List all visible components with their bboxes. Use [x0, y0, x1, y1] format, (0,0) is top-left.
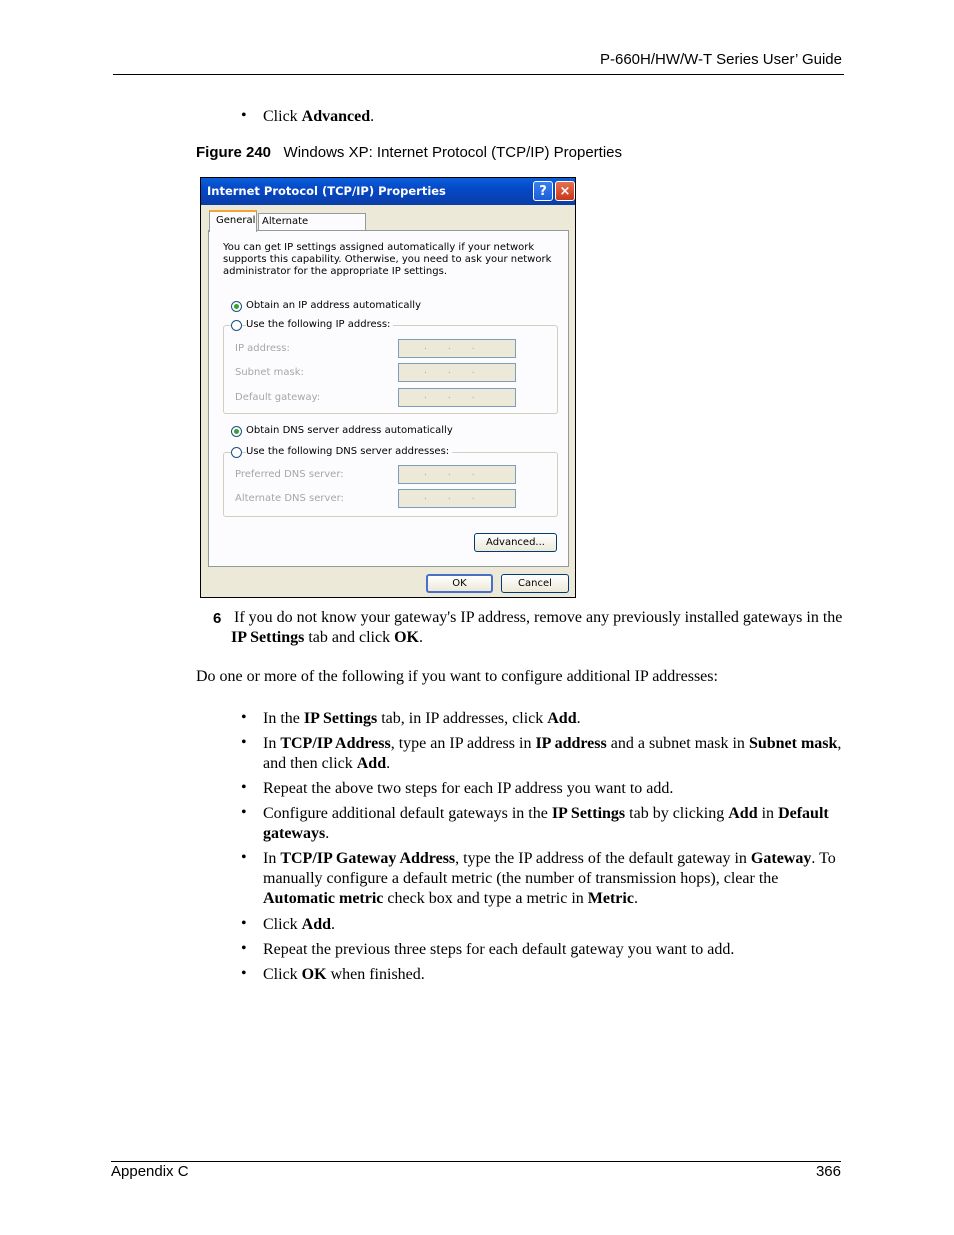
item-text: tab, in IP addresses, click	[377, 710, 548, 727]
bullet-glyph: •	[241, 709, 247, 726]
dialog-title: Internet Protocol (TCP/IP) Properties	[207, 184, 446, 198]
item-text: when finished.	[326, 966, 425, 983]
bullet-click-advanced	[263, 107, 843, 127]
obtain-ip-label: Obtain an IP address automatically	[246, 300, 422, 311]
item-text: .	[325, 825, 330, 842]
tcpip-properties-dialog	[200, 177, 576, 598]
figure-caption	[196, 144, 622, 161]
item-bold: Metric	[587, 890, 634, 907]
item-bold: IP address	[535, 735, 607, 752]
step-number: 6	[213, 610, 222, 627]
list-item	[263, 779, 843, 799]
preferred-dns-field[interactable]: ...	[398, 465, 516, 484]
list-item	[263, 804, 843, 844]
bullet-text: .	[370, 108, 375, 125]
use-ip-radio[interactable]	[231, 320, 242, 331]
item-text: , and then click	[263, 735, 842, 772]
help-icon[interactable]: ?	[533, 181, 553, 201]
subnet-mask-field[interactable]: ...	[398, 363, 516, 382]
item-bold: TCP/IP Gateway Address	[280, 850, 456, 867]
bullet-text: Click	[263, 108, 302, 125]
step-text-part: tab and click	[304, 629, 395, 646]
page-number: 366	[815, 1163, 841, 1180]
ok-button[interactable]: OK	[426, 574, 493, 593]
item-bold: IP Settings	[551, 805, 626, 822]
item-bold: OK	[301, 966, 327, 983]
bullet-glyph: •	[241, 107, 247, 124]
bullet-glyph: •	[241, 965, 247, 982]
default-gateway-field[interactable]: ...	[398, 388, 516, 407]
list-item	[263, 709, 843, 729]
step-bold: OK	[394, 629, 419, 646]
item-bold: Add	[547, 710, 577, 727]
ip-address-label: IP address:	[235, 343, 290, 354]
item-text: in	[757, 805, 779, 822]
list-item	[263, 940, 843, 960]
item-text: Click	[263, 966, 302, 983]
tab-general[interactable]: General	[209, 210, 257, 232]
item-text: Repeat the above two steps for each IP address you want to add.	[263, 780, 674, 797]
general-tab-panel	[208, 230, 569, 567]
item-bold: Add	[356, 755, 387, 772]
list-item	[263, 915, 843, 935]
bullet-glyph: •	[241, 940, 247, 957]
item-text: .	[576, 710, 581, 727]
ip-address-field[interactable]: ...	[398, 339, 516, 358]
item-bold: Add	[301, 916, 332, 933]
header-rule	[113, 74, 844, 75]
default-gateway-label: Default gateway:	[235, 392, 321, 403]
item-bold: TCP/IP Address	[280, 735, 391, 752]
cancel-button[interactable]: Cancel	[501, 574, 569, 593]
item-text: tab by clicking	[625, 805, 729, 822]
use-dns-radio[interactable]	[231, 447, 242, 458]
obtain-dns-radio[interactable]	[231, 426, 242, 437]
intro-paragraph: Do one or more of the following if you want to configure additional IP addresses:	[196, 668, 718, 685]
subnet-mask-label: Subnet mask:	[235, 367, 304, 378]
list-item	[263, 849, 843, 909]
figure-label: Figure 240	[196, 144, 272, 161]
tab-alternate-configuration[interactable]: Alternate	[258, 213, 366, 230]
item-text: check box and type a metric in	[383, 890, 588, 907]
item-bold: Default gateways	[263, 805, 829, 842]
item-text: .	[633, 890, 638, 907]
alternate-dns-field[interactable]: ...	[398, 489, 516, 508]
figure-caption-text: Windows XP: Internet Protocol (TCP/IP) Properties	[283, 144, 622, 161]
dialog-title-bar	[201, 178, 575, 205]
item-text: Repeat the previous three steps for each default gateway you want to add.	[263, 941, 735, 958]
bullet-glyph: •	[241, 804, 247, 821]
guide-title: P-660H/HW/W-T Series User’ Guide	[599, 51, 842, 68]
item-text: . To manually configure a default metric (the number of transmission hops), clear the	[263, 850, 836, 887]
close-icon[interactable]: ×	[555, 181, 575, 201]
bullet-bold: Advanced	[301, 108, 371, 125]
use-dns-label: Use the following DNS server addresses:	[246, 446, 452, 457]
intro-text: You can get IP settings assigned automatically if your network supports this capability. Otherwise, you need to ask your network administrator for the appropriate IP settings.	[223, 242, 552, 277]
item-bold: IP Settings	[303, 710, 378, 727]
footer-section: Appendix C	[111, 1163, 189, 1180]
item-bold: Subnet mask	[748, 735, 838, 752]
list-item	[263, 734, 843, 774]
item-text: and a subnet mask in	[606, 735, 749, 752]
item-bold: Gateway	[750, 850, 812, 867]
list-item	[263, 965, 843, 985]
item-text: In the	[263, 710, 304, 727]
item-text: Click	[263, 916, 302, 933]
step-text-part: .	[418, 629, 423, 646]
item-text: In	[263, 850, 281, 867]
bullet-glyph: •	[241, 915, 247, 932]
preferred-dns-label: Preferred DNS server:	[235, 469, 344, 480]
item-bold: Add	[728, 805, 758, 822]
obtain-dns-label: Obtain DNS server address automatically	[246, 425, 453, 436]
item-text: In	[263, 735, 281, 752]
step-bold: IP Settings	[231, 629, 305, 646]
item-text: Configure additional default gateways in the	[263, 805, 552, 822]
step-text	[231, 608, 843, 648]
item-text: .	[386, 755, 391, 772]
step-text-part: If you do not know your gateway's IP address, remove any previously installed gateways in the	[234, 609, 843, 626]
obtain-ip-radio[interactable]	[231, 301, 242, 312]
item-bold: Automatic metric	[263, 890, 384, 907]
footer-rule	[111, 1161, 841, 1162]
item-text: , type an IP address in	[390, 735, 536, 752]
bullet-glyph: •	[241, 849, 247, 866]
item-text: , type the IP address of the default gateway in	[455, 850, 751, 867]
bullet-glyph: •	[241, 779, 247, 796]
use-ip-label: Use the following IP address:	[246, 319, 393, 330]
alternate-dns-label: Alternate DNS server:	[235, 493, 344, 504]
bullet-glyph: •	[241, 734, 247, 751]
advanced-button[interactable]: Advanced...	[474, 533, 557, 552]
item-text: .	[331, 916, 336, 933]
